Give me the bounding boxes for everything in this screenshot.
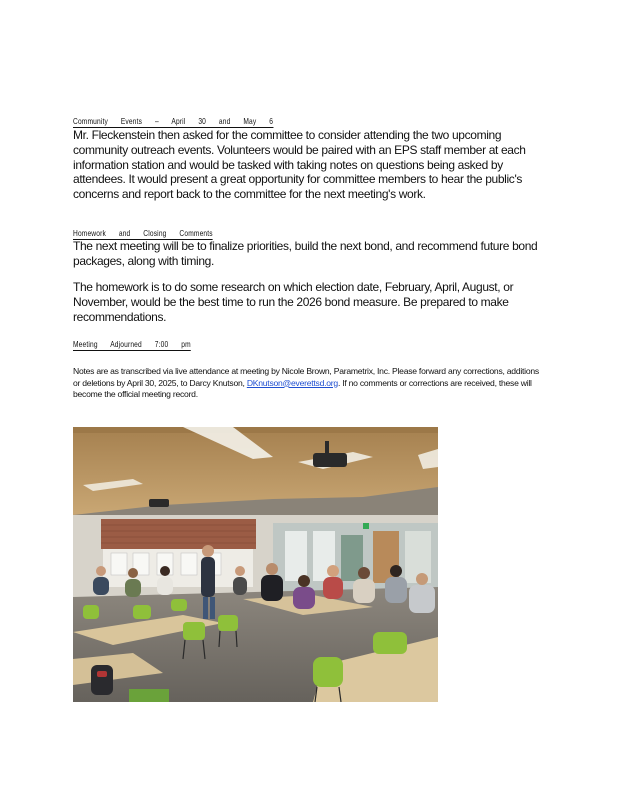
transcription-note bbox=[73, 366, 543, 401]
section-heading-homework: Homework and Closing Comments bbox=[73, 228, 213, 238]
section-heading-community-events: Community Events – April 30 and May 6 bbox=[73, 116, 274, 126]
section-heading-adjourned: Meeting Adjourned 7:00 pm bbox=[73, 339, 191, 349]
note-text-after: . If no comments or corrections are received, these will become the official meeting record. bbox=[73, 377, 532, 400]
meeting-room-illustration bbox=[73, 427, 438, 702]
paragraph-community-events: Mr. Fleckenstein then asked for the committee to consider attending the two upcoming community outreach events. Volunteers would be paired with an EPS staff member at each information station and would be tasked with taking notes on questions being asked by attendees. It would present a great opportunity for committee members to hear the public's concerns and report back to the committee for the next meeting's work. bbox=[73, 128, 526, 202]
paragraph-homework: The homework is to do some research on which election date, February, April, August, or November, would be the best time to run the 2026 bond measure. Be prepared to make recommendations. bbox=[73, 280, 514, 324]
meeting-room-photo bbox=[73, 427, 438, 702]
email-link[interactable]: DKnutson@everettsd.org bbox=[246, 377, 338, 388]
note-text-before: Notes are as transcribed via live attendance at meeting by Nicole Brown, Parametrix, Inc. Please forward any corrections, additions or deletions by April 30, 2025, to Darcy Knutson, bbox=[73, 366, 539, 388]
paragraph-next-meeting: The next meeting will be to finalize priorities, build the next bond, and recommend future bond packages, along with timing. bbox=[73, 239, 538, 268]
